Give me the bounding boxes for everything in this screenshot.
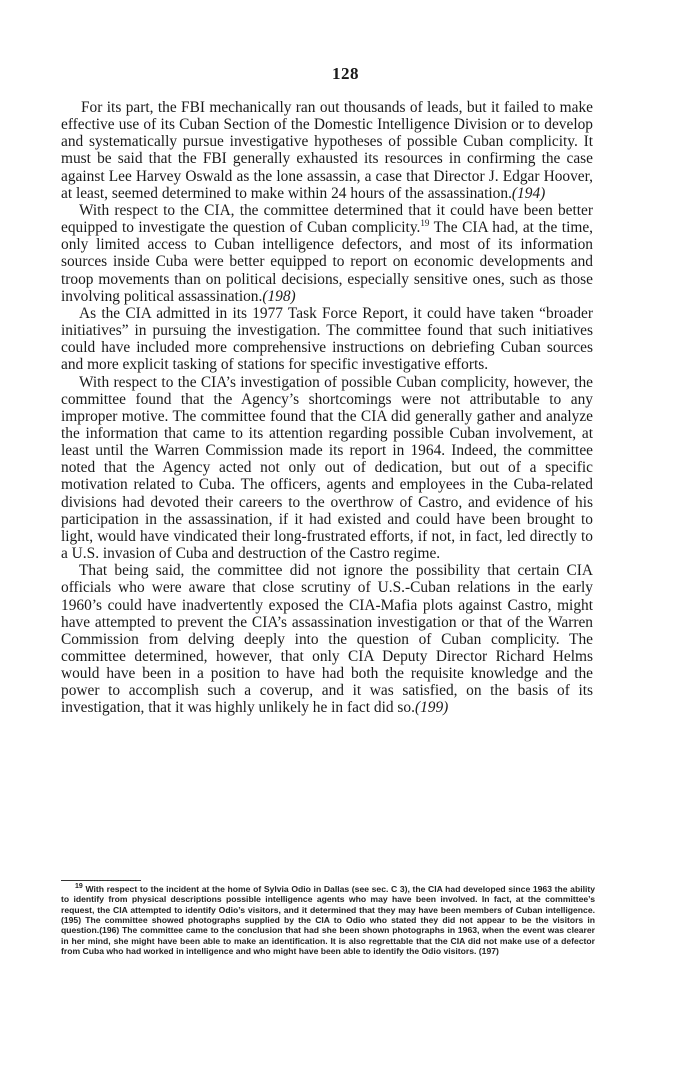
footnote-text: With respect to the incident at the home of Sylvia Odio in Dallas (see sec. C 3), the CIA had developed since 1963 the ability to identify from physical descriptions possible intelligence agents who may have been involved. In fact, at the committee’s request, the CIA attempted to identify Odio’s visitors, and it determined that they may have been members of Cuban intelligence.(195) The committee showed photographs supplied by the CIA to Odio who stated they did not appear to be the visitors in question.(196) The committee came to the conclusion that had she been shown photographs in 1963, when the event was clearer in her mind, she might have been able to make an identification. It is also regrettable that the CIA did not make use of a defector from Cuba who had worked in intelligence and who might have been able to identify the Odio visitors. (197) — [61, 884, 595, 957]
reference-marker: (198) — [262, 287, 296, 305]
paragraph-text: The CIA had, at the time, only limited access to Cuban intelligence defectors, and most of its information sources inside Cuba were better equipped to report on economic developments and troop movements than on political decisions, especially sensitive ones, such as those involving political assassination. — [61, 219, 594, 305]
paragraph-helms — [61, 562, 593, 716]
page-number: 128 — [332, 64, 359, 83]
footnote-divider — [61, 880, 141, 881]
paragraph-cia-motive — [61, 374, 593, 563]
reference-marker: (199) — [414, 699, 449, 717]
footnote-paragraph — [61, 884, 595, 956]
paragraph-task-force — [61, 305, 593, 374]
paragraph-text: For its part, the FBI mechanically ran out thousands of leads, but it failed to make effective use of its Cuban Section of the Domestic Intelligence Division or to develop and systematically pursue investigative hypotheses of possible Cuban complicity. It must be said that the FBI generally exhausted its resources in confirming the case against Lee Harvey Oswald as the lone assassin, a case that Director J. Edgar Hoover, at least, seemed determined to make within 24 hours of the assassination. — [61, 99, 593, 202]
body-text — [61, 99, 593, 717]
paragraph-cia-equipped — [61, 202, 593, 305]
footnote — [61, 884, 595, 956]
paragraph-text: That being said, the committee did not ignore the possibility that certain CIA officials who were aware that close scrutiny of U.S.-Cuban relations in the early 1960’s could have inadvertently exposed the CIA-Mafia plots against Castro, might have attempted to prevent the CIA’s assassination investigation or that of the Warren Commission from delving deeply into the question of Cuban complicity. The committee determined, however, that only CIA Deputy Director Richard Helms would have been in a position to have had both the requisite knowledge and the power to accomplish such a coverup, and it was satisfied, on the basis of its investigation, that it was highly unlikely he in fact did so. — [61, 562, 593, 717]
footnote-marker: 19 — [420, 217, 430, 228]
paragraph-text: With respect to the CIA’s investigation of possible Cuban complicity, however, the committee found that the Agency’s shortcomings were not attributable to any improper motive. The committee found that the CIA did generally gather and analyze the information that came to its attention regarding possible Cuban involvement, at least until the Warren Commission made its report in 1964. Indeed, the committee noted that the Agency acted not only out of dedication, but out of a specific motivation related to Cuba. The officers, agents and employees in the Cuba-related divisions had devoted their careers to the overthrow of Castro, and evidence of his participation in the assassination, if it had existed and could have been brought to light, would have vindicated their long-frustrated efforts, if not, in fact, led directly to a U.S. invasion of Cuba and destruction of the Castro regime. — [61, 373, 593, 563]
paragraph-fbi — [61, 99, 593, 202]
paragraph-text: With respect to the CIA, the committee determined that it could have been better equipped to investigate the question of Cuban complicity. — [61, 201, 593, 237]
footnote-number: 19 — [75, 883, 83, 891]
reference-marker: (194) — [511, 184, 546, 202]
paragraph-text: As the CIA admitted in its 1977 Task Force Report, it could have taken “broader initiatives” in pursuing the investigation. The committee found that such initiatives could have included more comprehensive instructions on debriefing Cuban sources and more explicit tasking of stations for specific investigative efforts. — [61, 304, 593, 374]
